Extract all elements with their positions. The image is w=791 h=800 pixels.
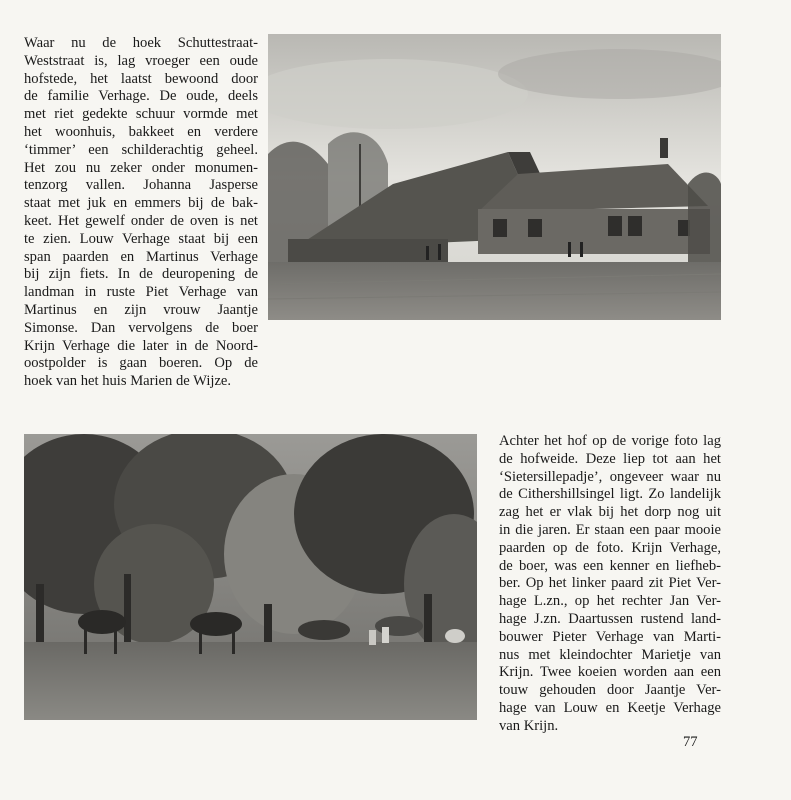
farmhouse-photo <box>268 34 721 320</box>
text-line: van Krijn. <box>499 717 559 734</box>
text-line: met riet gedekte schuur vormde met <box>24 106 258 123</box>
text-line: tenzorg vallen. Johanna Jasperse <box>24 177 258 194</box>
text-line: span paarden en Martinus Verhage <box>24 248 258 265</box>
text-line: het woonhuis, bakkeet en verdere <box>24 123 258 140</box>
text-line: hage van Louw en Keetje Verhage <box>499 699 721 716</box>
text-line: Krijn Verhage die later in de Noord- <box>24 337 258 354</box>
text-line: ‘timmer’ een schilderachtig geheel. <box>24 141 258 158</box>
text-line: Simonse. Dan vervolgens de boer <box>24 319 258 336</box>
text-line: hofstede, het laatst bewoond door <box>24 70 258 87</box>
text-line: te zien. Louw Verhage staat bij een <box>24 230 258 247</box>
text-line: Waar nu de hoek Schuttestraat- <box>24 35 258 51</box>
page-number: 77 <box>683 734 698 750</box>
text-line: hage J.zn. Daartussen rustend land- <box>499 610 721 627</box>
text-line: de Cithershillsingel ligt. Zo landelijk <box>499 486 721 503</box>
text-line: Krijn. Twee koeien worden aan een <box>499 664 721 681</box>
text-line: de familie Verhage. De oude, deels <box>24 88 258 105</box>
text-line: hoek van het huis Marien de Wijze. <box>24 373 232 390</box>
text-line: hage L.zn., op het rechter Jan Ver- <box>499 593 721 610</box>
text-line: Weststraat is, lag vroeger een oude <box>24 52 258 69</box>
text-line: in die jaren. Er staan een paar mooie <box>499 521 721 538</box>
text-line: Het zou nu zeker onder monumen- <box>24 159 258 176</box>
text-line: zag het er vlak bij het dorp nog uit <box>499 504 721 521</box>
text-line: ber. Op het linker paard zit Piet Ver- <box>499 575 721 592</box>
text-line: Martinus en zijn vrouw Jaantje <box>24 301 258 318</box>
text-line: ‘Sietersillepadje’, ongeveer waar nu <box>499 468 721 485</box>
text-line: staat met juk en emmers bij de bak- <box>24 195 258 212</box>
caption-bottom-paragraph <box>499 433 721 736</box>
text-line: landman in ruste Piet Verhage van <box>24 284 258 301</box>
text-line: de boer, was een kenner en liefheb- <box>499 557 721 574</box>
text-line: touw gehouden door Jaantje Ver- <box>499 682 721 699</box>
meadow-photo <box>24 434 477 720</box>
text-line: bij zijn fiets. In de deuropening de <box>24 266 258 283</box>
text-line: nus met kleindochter Marietje van <box>499 646 721 663</box>
caption-top-paragraph <box>24 35 258 391</box>
text-line: Achter het hof op de vorige foto lag <box>499 433 721 449</box>
text-line: de hofweide. Deze liep tot aan het <box>499 450 721 467</box>
text-line: bouwer Pieter Verhage van Marti- <box>499 628 721 645</box>
text-line: keet. Het gewelf onder de oven is net <box>24 212 258 229</box>
text-line: paarden op de foto. Krijn Verhage, <box>499 539 721 556</box>
text-line: oostpolder is gaan boeren. Op de <box>24 355 258 372</box>
